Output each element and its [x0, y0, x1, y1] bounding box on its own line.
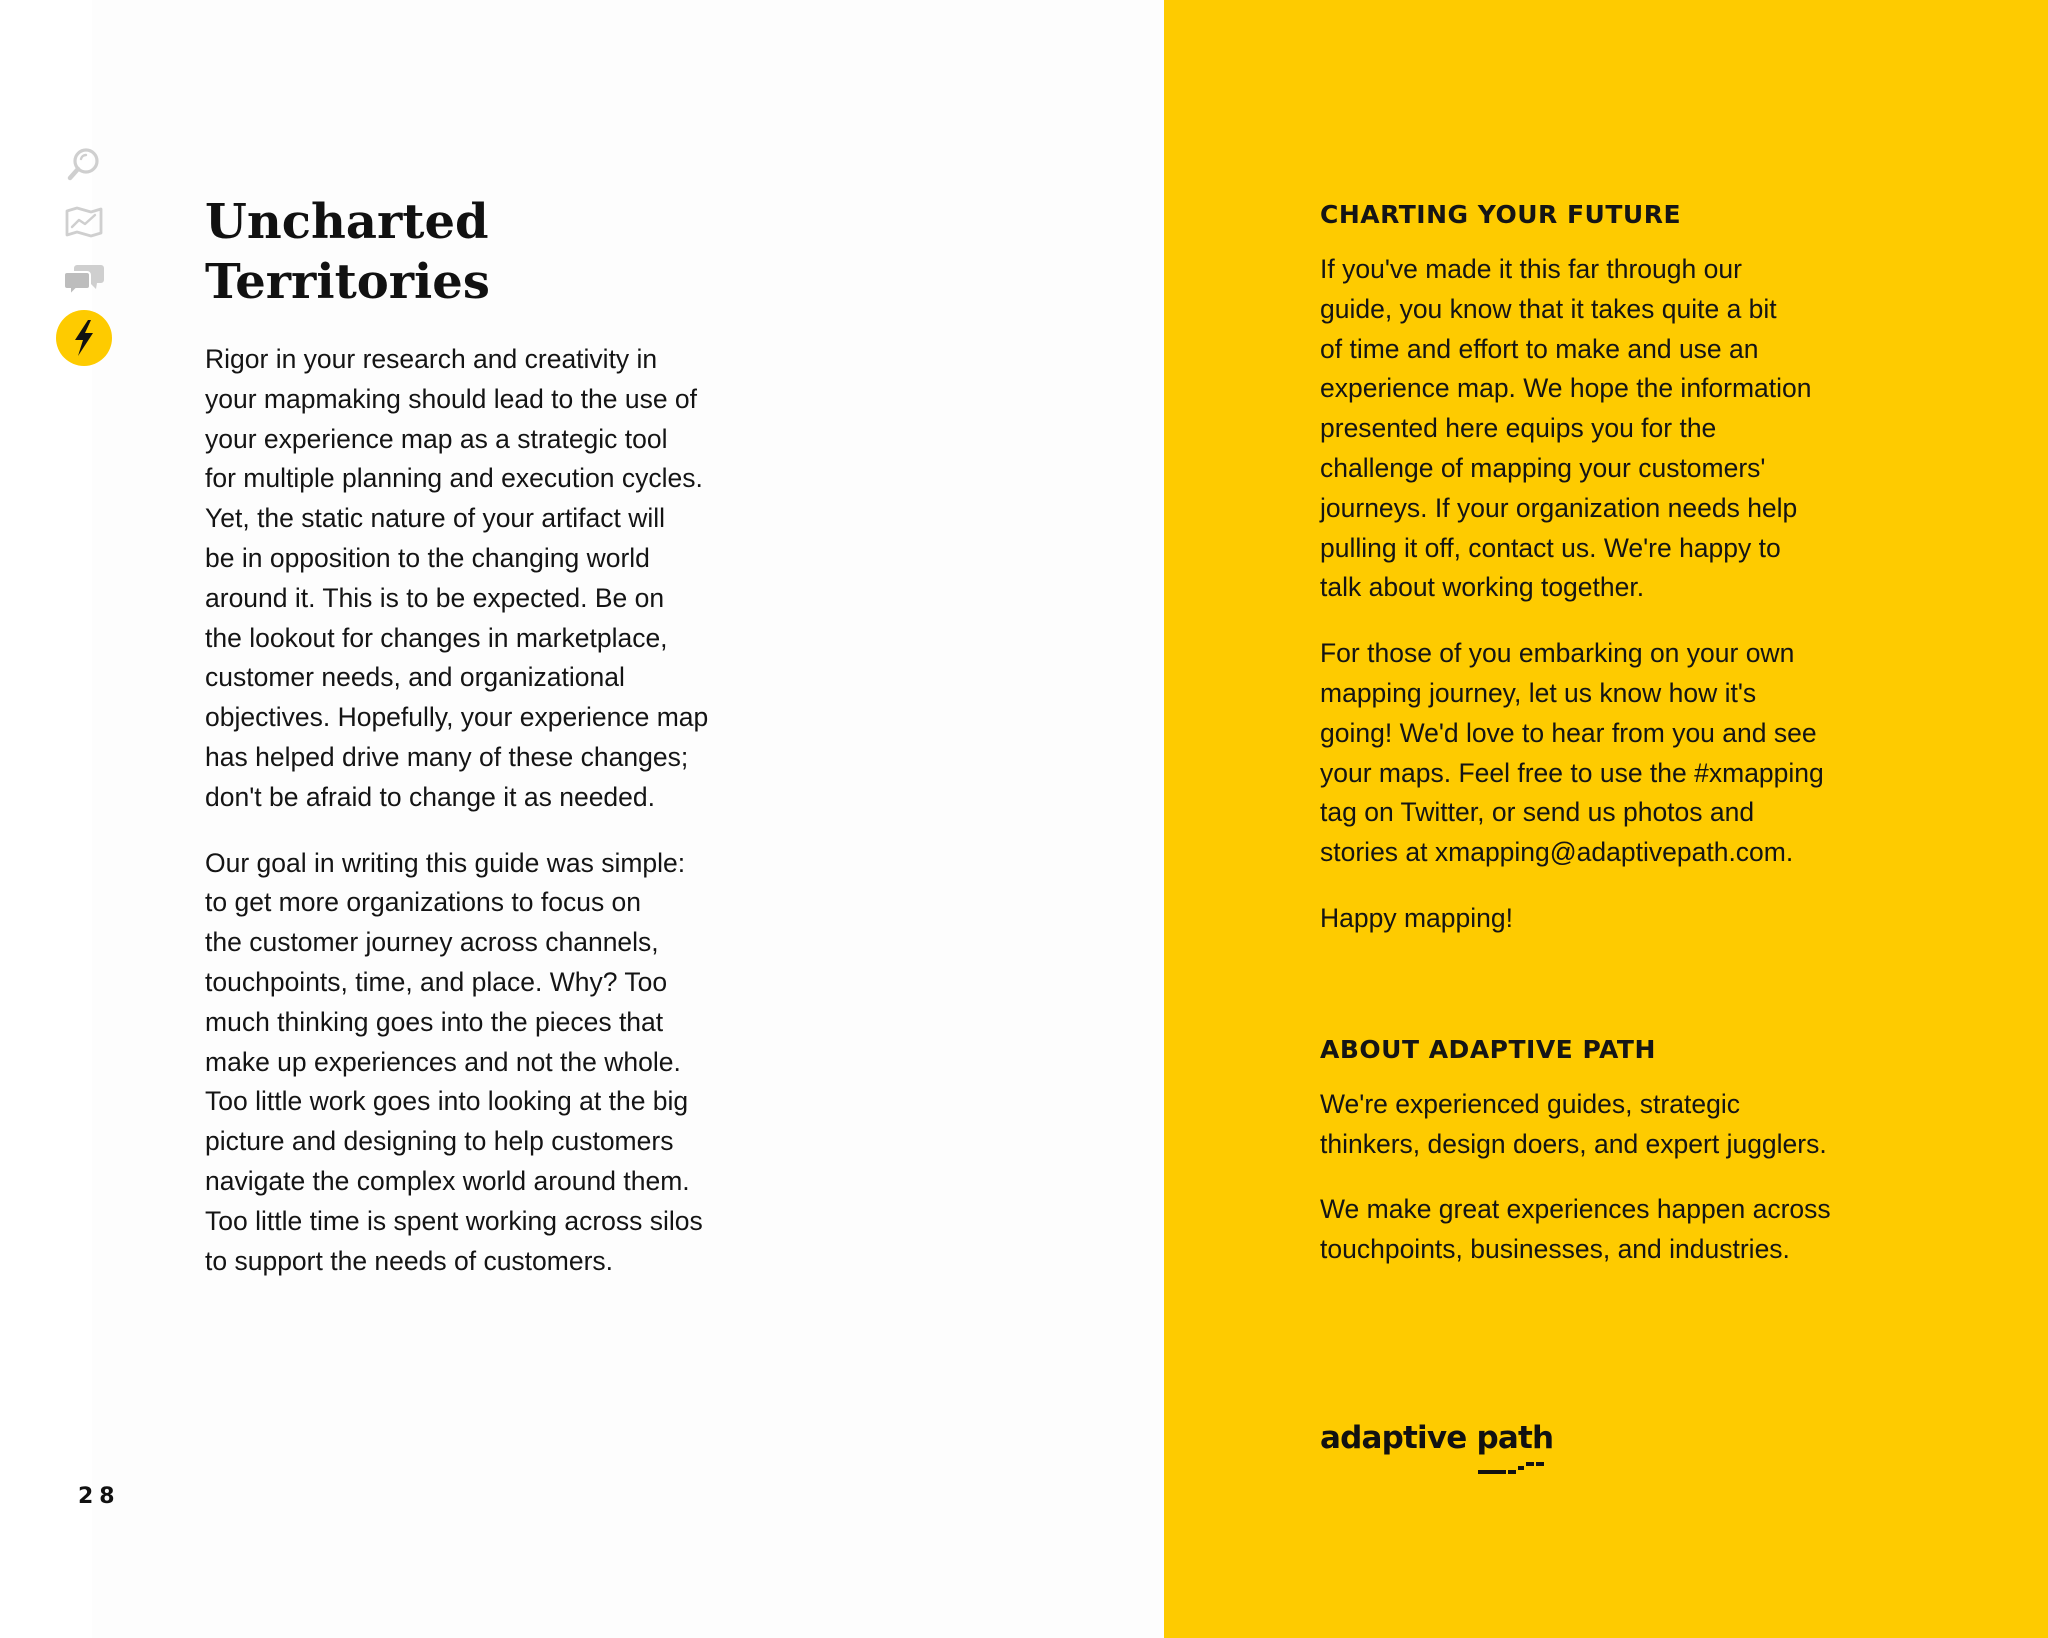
section-nav [56, 136, 116, 368]
nav-item-research[interactable] [56, 136, 112, 192]
search-lens-icon [65, 145, 103, 183]
nav-item-using[interactable] [56, 310, 112, 366]
body-paragraph: For those of you embarking on your own mapping journey, let us know how it's going! We'd love to hear from you and see your maps. Feel free to use the #xmapping tag on Twitter, or send us photos and stories at xmapping@adaptivepath.com. [1320, 638, 1824, 868]
body-paragraph: We're experienced guides, strategic thinkers, design doers, and expert jugglers. [1320, 1088, 1827, 1159]
map-icon [64, 205, 104, 239]
chat-bubbles-icon [63, 262, 105, 298]
left-column [205, 192, 765, 1307]
adaptive-path-logo [1320, 1420, 1553, 1456]
path-steps-icon [1478, 1462, 1548, 1483]
charting-section [1320, 196, 1880, 939]
body-paragraph: If you've made it this far through our guide, you know that it takes quite a bit of time and effort to make and use an experience map. We hope the information presented here equips you for the challenge of mapping your customers' journeys. If your organization needs help pulling it off, contact us. We're happy to talk about working together. [1320, 254, 1812, 603]
nav-item-storytelling[interactable] [56, 252, 112, 308]
logo-text: adaptive path [1320, 1420, 1554, 1456]
page-title: Uncharted Territories [205, 194, 490, 310]
about-section [1320, 1031, 1880, 1270]
section-heading: ABOUT ADAPTIVE PATH [1320, 1034, 1656, 1064]
body-paragraph: We make great experiences happen across touchpoints, businesses, and industries. [1320, 1194, 1831, 1265]
body-paragraph: Our goal in writing this guide was simple: to get more organizations to focus on the customer journey across channels, touchpoints, time, and place. Why? Too much thinking goes into the pieces that make up experiences and not the whole. Too little work goes into looking at the big picture and designing to help customers navigate the complex world around them. Too little time is spent working across silos to support the needs of customers. [205, 847, 703, 1276]
body-paragraph: Happy mapping! [1320, 902, 1513, 933]
nav-item-mapping[interactable] [56, 194, 112, 250]
lightning-bolt-icon [69, 319, 99, 357]
page-number: 28 [78, 1484, 121, 1509]
right-column [1320, 196, 1880, 1296]
section-heading: CHARTING YOUR FUTURE [1320, 200, 1682, 229]
body-paragraph: Rigor in your research and creativity in your mapmaking should lead to the use of your experience map as a strategic tool for multiple planning and execution cycles. Yet, the static nature of your artifact will be in opposition to the changing world around it. This is to be expected. Be on the lookout for changes in marketplace, customer needs, and organizational objectives. Hopefully, your experience map has helped drive many of these changes; don't be afraid to change it as needed. [205, 344, 709, 812]
